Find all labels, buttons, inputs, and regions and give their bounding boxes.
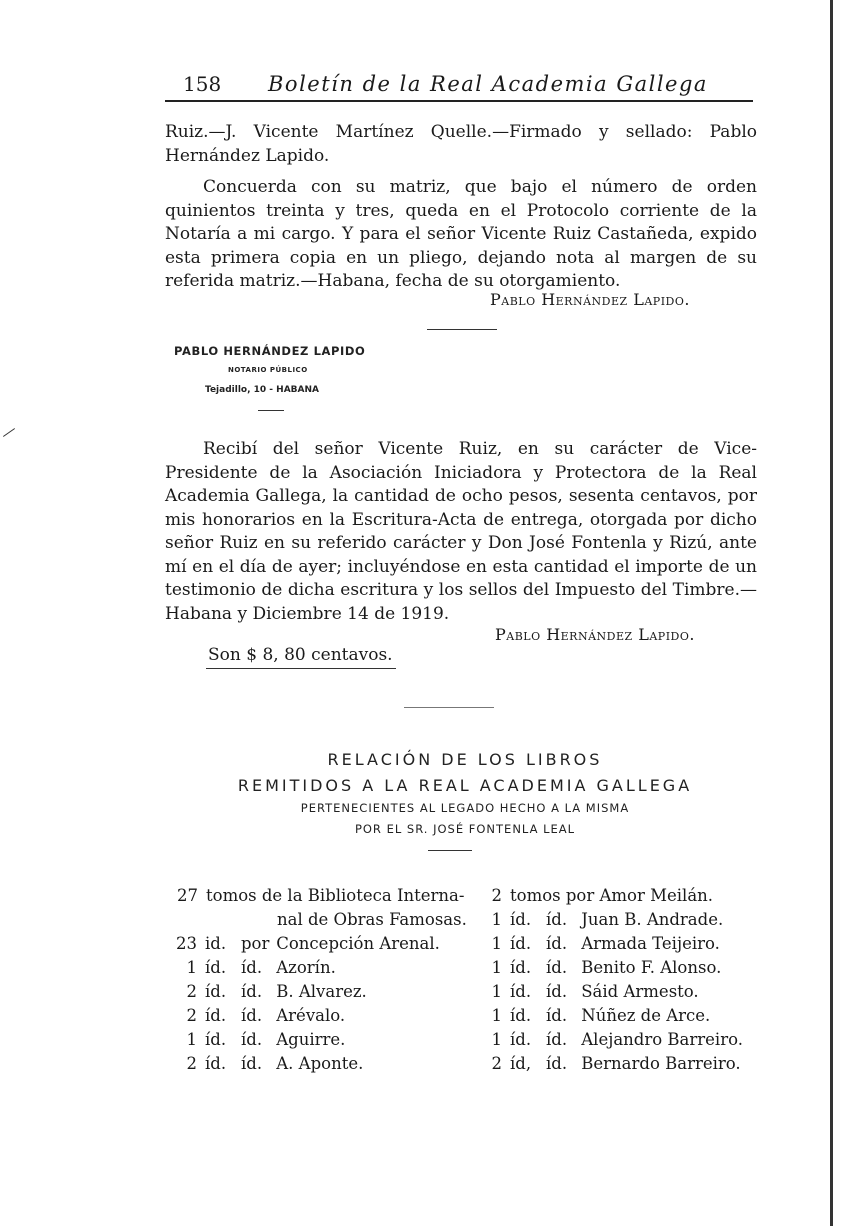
book-id: íd. (510, 910, 532, 929)
book-id: íd. (205, 982, 227, 1001)
book-qty: 2 (186, 1006, 197, 1025)
book-author: A. Aponte. (276, 1054, 364, 1073)
book-author: Armada Teijeiro. (581, 934, 720, 953)
book-author: Juan B. Andrade. (581, 910, 724, 929)
book-author: Arévalo. (276, 1006, 346, 1025)
book-entry-right (478, 1006, 710, 1025)
section-divider (404, 707, 494, 708)
book-author: Alejandro Barreiro. (581, 1030, 743, 1049)
margin-mark (3, 428, 15, 437)
amount-text: Son $ 8, 80 centavos. (208, 645, 393, 665)
book-entry-right (478, 982, 699, 1001)
book-qty: 2 (186, 982, 197, 1001)
book-entry-left (173, 1030, 345, 1049)
margin-rule (830, 0, 833, 1226)
book-qty: 2 (186, 1054, 197, 1073)
stamp-role: NOTARIO PÚBLICO (228, 366, 308, 374)
book-qty: 23 (176, 934, 197, 953)
book-entry-right (478, 910, 723, 929)
book-entry-left-first (177, 886, 464, 905)
book-author: Aguirre. (276, 1030, 346, 1049)
book-qty: 27 (177, 886, 198, 905)
section-subtitle-2: POR EL SR. JOSÉ FONTENLA LEAL (354, 822, 576, 836)
book-author: Benito F. Alonso. (581, 958, 722, 977)
paragraph-3: Recibí del señor Vicente Ruiz, en su carácter de Vice-Presidente de la Asociación Iniciadora y Protectora de la Real Academia Gallega, la cantidad de ocho pesos, sesenta centavos, por mis honorarios en la Escritura-Acta de entrega, otorgada por dicho señor Ruiz en su referido carácter y Don José Fontenla y Rizú, ante mí en el día de ayer; incluyéndose en esta cantidad el importe de un testimonio de dicha escritura y los sellos del Impuesto del Timbre.—Habana y Diciembre 14 de 1919. (165, 439, 757, 624)
running-title: Boletín de la Real Academia Gallega (268, 72, 708, 96)
book-id: íd. (241, 1006, 263, 1025)
book-author: Núñez de Arce. (581, 1006, 711, 1025)
book-id: íd. (241, 1030, 263, 1049)
header-rule (165, 100, 753, 102)
book-entry-right-first (478, 886, 713, 905)
book-author: B. Alvarez. (276, 982, 367, 1001)
book-id: íd. (510, 982, 532, 1001)
book-id: íd. (546, 910, 568, 929)
book-id: íd. (546, 982, 568, 1001)
stamp-name: PABLO HERNÁNDEZ LAPIDO (174, 344, 366, 358)
book-text: tomos por Amor Meilán. (510, 886, 714, 905)
book-id: íd. (205, 1006, 227, 1025)
book-id: íd. (510, 934, 532, 953)
book-id: íd. (241, 1054, 263, 1073)
book-id: íd. (510, 1030, 532, 1049)
book-author: Concepción Arenal. (276, 934, 440, 953)
book-id: íd. (546, 1006, 568, 1025)
book-entry-right (478, 934, 720, 953)
book-id: íd. (205, 1054, 227, 1073)
book-id: íd, (510, 1054, 532, 1073)
book-entry-left (173, 982, 367, 1001)
book-qty: 1 (491, 982, 502, 1001)
section-title-1: RELACIÓN DE LOS LIBROS (327, 750, 603, 769)
book-entry-left (173, 934, 440, 953)
amount-underline (206, 668, 396, 669)
page-number: 158 (183, 72, 222, 96)
book-entry-left (173, 1054, 363, 1073)
book-id: íd. (546, 1030, 568, 1049)
book-id: íd. (241, 982, 263, 1001)
book-qty: 1 (491, 934, 502, 953)
book-author: Sáid Armesto. (581, 982, 699, 1001)
book-entry-right (478, 1054, 741, 1073)
book-text: tomos de la Biblioteca Interna- (206, 886, 465, 905)
stamp-address: Tejadillo, 10 - HABANA (205, 385, 319, 395)
book-id: íd. (546, 934, 568, 953)
book-author: Azorín. (276, 958, 336, 977)
book-entry-right (478, 1030, 743, 1049)
book-qty: 2 (491, 1054, 502, 1073)
book-qty: 1 (186, 1030, 197, 1049)
book-id: íd. (546, 1054, 568, 1073)
book-id: íd. (205, 958, 227, 977)
book-qty: 1 (491, 1006, 502, 1025)
section-subtitle-1: PERTENECIENTES AL LEGADO HECHO A LA MISMA (300, 801, 630, 815)
book-author: Bernardo Barreiro. (581, 1054, 741, 1073)
book-id: por (241, 934, 270, 953)
book-entry-left-first-cont: nal de Obras Famosas. (277, 910, 467, 929)
book-entry-right (478, 958, 721, 977)
book-id: íd. (510, 958, 532, 977)
paragraph-2: Concuerda con su matriz, que bajo el número de orden quinientos treinta y tres, queda en el Protocolo corriente de la Notaría a mi cargo. Y para el señor Vicente Ruiz Castañeda, expido esta primera copia en un pliego, dejando nota al margen de su referida matriz.—Habana, fecha de su otorgamiento. (165, 177, 757, 291)
section-title-2: REMITIDOS A LA REAL ACADEMIA GALLEGA (237, 776, 693, 795)
section-title-rule (428, 850, 472, 851)
book-qty: 1 (491, 1030, 502, 1049)
book-qty: 1 (491, 910, 502, 929)
book-qty: 2 (491, 886, 502, 905)
book-id: íd. (241, 958, 263, 977)
book-id: íd. (510, 1006, 532, 1025)
book-entry-left (173, 958, 336, 977)
book-qty: 1 (491, 958, 502, 977)
signature-1: Pablo Hernández Lapido. (490, 290, 690, 309)
book-entry-left (173, 1006, 345, 1025)
book-id: íd. (546, 958, 568, 977)
paragraph-1: Ruiz.—J. Vicente Martínez Quelle.—Firmado y sellado: Pablo Hernández Lapido. (165, 122, 757, 166)
book-id: íd. (205, 1030, 227, 1049)
stamp-rule (258, 410, 284, 411)
book-id: id. (205, 934, 227, 953)
book-qty: 1 (186, 958, 197, 977)
signature-2: Pablo Hernández Lapido. (495, 625, 695, 644)
separator-rule (427, 329, 497, 330)
